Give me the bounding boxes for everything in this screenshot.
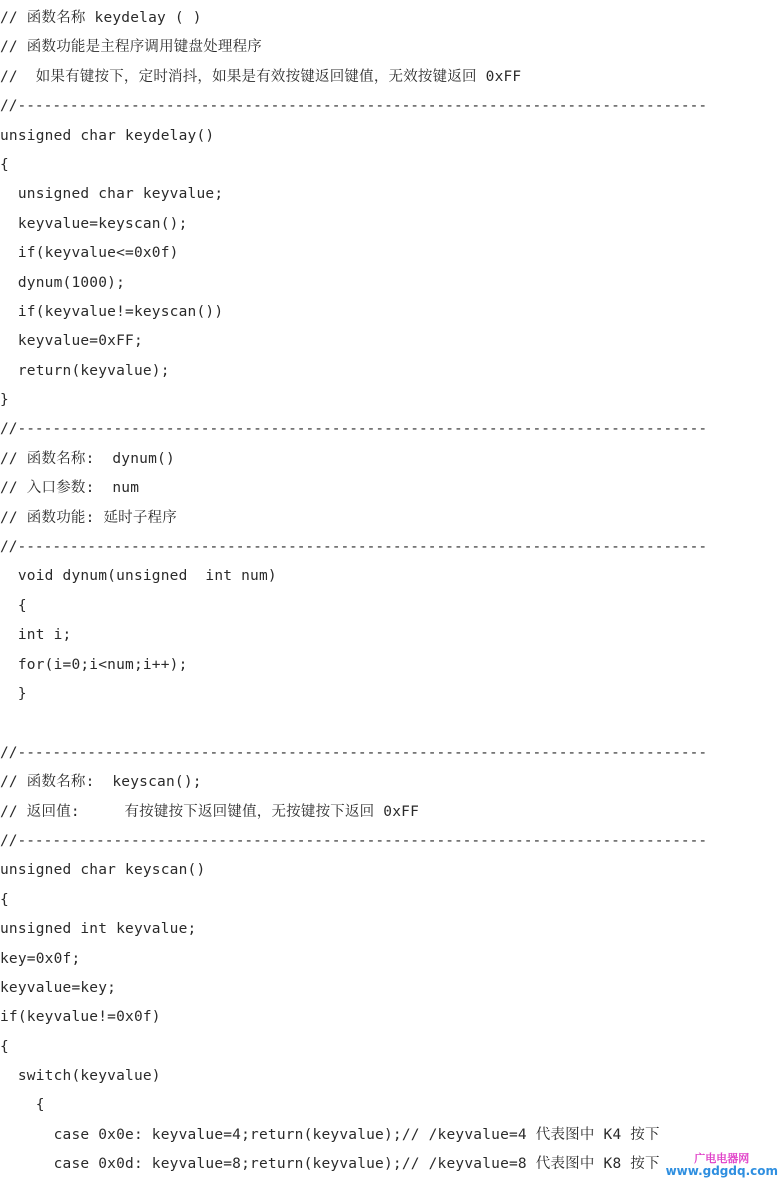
code-line: unsigned char keydelay() <box>0 127 215 144</box>
code-line: if(keyvalue!=0x0f) <box>0 1009 161 1026</box>
watermark-url: www.gdgdq.com <box>665 1164 778 1178</box>
code-line: //------------------------------------------------------------------------------- <box>0 421 708 438</box>
code-line: unsigned char keyscan() <box>0 862 206 879</box>
code-line: // 返回值: 有按键按下返回键值，无按键按下返回 0xFF <box>0 803 420 820</box>
code-line: { <box>0 597 27 614</box>
code-line: // 函数功能: 延时子程序 <box>0 509 177 526</box>
code-line: // 如果有键按下，定时消抖，如果是有效按键返回键值，无效按键返回 0xFF <box>0 68 522 85</box>
code-line: void dynum(unsigned int num) <box>0 568 277 585</box>
code-line: return(keyvalue); <box>0 362 170 379</box>
watermark-title: 广电电器网 <box>694 1152 750 1165</box>
code-line <box>0 709 784 738</box>
code-line: // 入口参数: num <box>0 480 140 497</box>
site-watermark <box>666 1153 778 1177</box>
code-line: keyvalue=0xFF; <box>0 333 143 350</box>
code-line: { <box>0 1038 9 1055</box>
code-line: key=0x0f; <box>0 950 81 967</box>
code-line: } <box>0 392 9 409</box>
code-line: unsigned int keyvalue; <box>0 921 197 938</box>
code-line: //------------------------------------------------------------------------------- <box>0 832 708 849</box>
code-line: //------------------------------------------------------------------------------- <box>0 539 708 556</box>
code-line: keyvalue=keyscan(); <box>0 215 188 232</box>
code-line: switch(keyvalue) <box>0 1068 161 1085</box>
code-line: // 函数名称: keyscan(); <box>0 774 202 791</box>
code-line: } <box>0 685 27 702</box>
code-line: //------------------------------------------------------------------------------- <box>0 744 708 761</box>
code-listing <box>0 4 784 1180</box>
code-line: { <box>0 891 9 908</box>
code-line: dynum(1000); <box>0 274 126 291</box>
code-line: { <box>0 156 9 173</box>
code-line: if(keyvalue<=0x0f) <box>0 245 179 262</box>
code-line: for(i=0;i<num;i++); <box>0 656 188 673</box>
code-line: if(keyvalue!=keyscan()) <box>0 303 224 320</box>
code-line: { <box>0 1097 45 1114</box>
code-line: int i; <box>0 627 72 644</box>
code-line: case 0x0d: keyvalue=8;return(keyvalue);// /keyvalue=8 代表图中 K8 按下 <box>0 1156 660 1173</box>
code-line: // 函数功能是主程序调用键盘处理程序 <box>0 39 262 56</box>
code-line: //------------------------------------------------------------------------------- <box>0 98 708 115</box>
code-line: // 函数名称: dynum() <box>0 450 175 467</box>
code-line: unsigned char keyvalue; <box>0 186 224 203</box>
code-line: keyvalue=key; <box>0 979 117 996</box>
code-line: // 函数名称 keydelay ( ) <box>0 10 202 26</box>
code-line: case 0x0e: keyvalue=4;return(keyvalue);// /keyvalue=4 代表图中 K4 按下 <box>0 1126 660 1143</box>
